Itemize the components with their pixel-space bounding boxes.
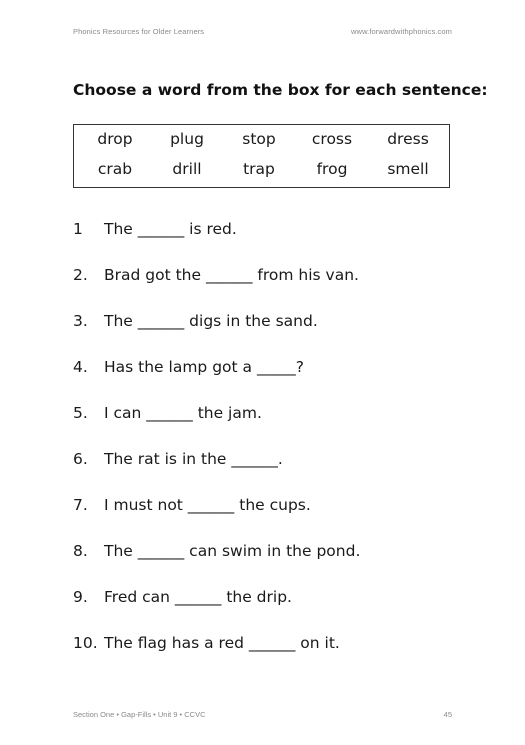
word-bank-item: crab [97, 160, 133, 178]
sentence-number: 2. [73, 266, 88, 284]
sentence-number: 4. [73, 358, 88, 376]
sentence-text: The ______ can swim in the pond. [104, 542, 361, 560]
sentence-item [73, 496, 311, 514]
word-bank-item: drop [97, 130, 133, 148]
sentence-text: Has the lamp got a _____? [104, 358, 304, 376]
sentence-item [73, 404, 262, 422]
sentence-number: 6. [73, 450, 88, 468]
header-website-text: www.forwardwithphonics.com [351, 27, 452, 36]
word-bank-box [73, 124, 450, 188]
footer-section-text: Section One • Gap-Fills • Unit 9 • CCVC [73, 710, 206, 719]
sentence-item [73, 588, 292, 606]
sentence-number: 5. [73, 404, 88, 422]
sentence-item [73, 634, 340, 652]
sentence-number: 7. [73, 496, 88, 514]
sentence-item [73, 312, 318, 330]
sentence-number: 10. [73, 634, 98, 652]
word-bank-item: plug [170, 130, 204, 148]
sentence-number: 9. [73, 588, 88, 606]
word-bank-item: stop [242, 130, 276, 148]
word-bank-item: trap [243, 160, 275, 178]
sentence-number: 8. [73, 542, 88, 560]
sentence-text: I must not ______ the cups. [104, 496, 311, 514]
instructions-title: Choose a word from the box for each sentence: [73, 81, 488, 99]
sentence-text: I can ______ the jam. [104, 404, 262, 422]
sentence-text: The ______ digs in the sand. [104, 312, 318, 330]
sentence-number: 3. [73, 312, 88, 330]
sentence-item [73, 220, 237, 238]
word-bank-item: smell [387, 160, 429, 178]
sentence-text: Brad got the ______ from his van. [104, 266, 359, 284]
page-number: 45 [443, 710, 452, 719]
header-left-text: Phonics Resources for Older Learners [73, 27, 205, 36]
sentence-text: The ______ is red. [104, 220, 237, 238]
word-bank-item: cross [311, 130, 353, 148]
word-bank-item: dress [387, 130, 429, 148]
word-bank-item: frog [316, 160, 348, 178]
sentence-text: The flag has a red ______ on it. [104, 634, 340, 652]
sentence-item [73, 542, 360, 560]
word-bank-item: drill [172, 160, 202, 178]
sentence-text: The rat is in the ______. [104, 450, 283, 468]
sentence-item [73, 266, 359, 284]
sentence-item [73, 450, 283, 468]
sentence-text: Fred can ______ the drip. [104, 588, 292, 606]
sentence-number: 1 [73, 220, 83, 238]
sentence-item [73, 358, 304, 376]
